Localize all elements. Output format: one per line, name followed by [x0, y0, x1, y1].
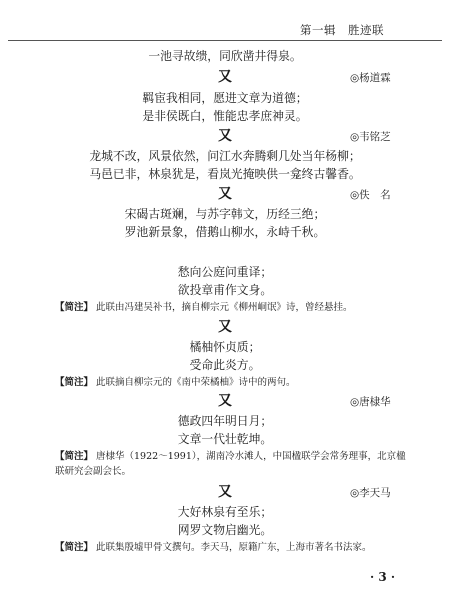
couplet-line: 愁向公庭问重译； — [177, 265, 273, 279]
author-name: ◎李天马 — [350, 487, 391, 499]
couplet-line: 罗池新景象，借鹅山柳水，永峙千秋。 — [124, 225, 326, 239]
couplet-line: 大好林泉有至乐； — [177, 505, 273, 519]
couplet-line: 欲投章甫作文身。 — [177, 283, 273, 297]
couplet-line: 龙城不改，风景依然，问江水奔腾剩几处当年杨柳； — [89, 149, 361, 163]
annotation — [55, 540, 410, 555]
couplet-line: 一池寻故缋，同欣凿井得泉。 — [148, 49, 302, 63]
heading-you: 又 — [218, 393, 232, 409]
heading-you: 又 — [218, 319, 232, 335]
annotation-label: 【简注】 — [55, 451, 94, 462]
couplet-line: 宋碣古斑斓，与苏字韩文，历经三绝； — [124, 207, 326, 221]
author-name: ◎佚 名 — [350, 189, 391, 201]
heading-you: 又 — [218, 484, 232, 500]
annotation — [55, 375, 410, 390]
annotation-text: 此联摘自柳宗元的《南中荣橘柚》诗中的两句。 — [96, 377, 296, 388]
annotation-label: 【简注】 — [55, 377, 94, 388]
heading-you: 又 — [218, 69, 232, 85]
annotation-text: 唐棣华（1922～1991），湖南冷水滩人，中国楹联学会常务理事，北京楹联研究会副会长。 — [55, 451, 406, 477]
couplet-line: 马邑已非，林泉犹是，看岚光掩映供一龛终古馨香。 — [89, 167, 361, 181]
author-name: ◎唐棣华 — [350, 396, 391, 408]
couplet-line: 网罗文物启幽光。 — [177, 523, 273, 537]
couplet-line: 羁宦我相同，愿进文章为道德； — [142, 91, 308, 105]
chapter-title: 第一辑 胜迹联 — [300, 23, 384, 37]
author-name: ◎韦铭芝 — [350, 131, 391, 143]
heading-you: 又 — [218, 128, 232, 144]
annotation-label: 【简注】 — [55, 542, 94, 553]
annotation — [55, 300, 410, 315]
annotation — [55, 449, 410, 479]
annotation-label: 【简注】 — [55, 302, 94, 313]
author-name: ◎杨道霖 — [350, 72, 391, 84]
page-number: · 3 · — [370, 570, 396, 584]
annotation-text: 此联由冯建吴补书，摘自柳宗元《柳州峒氓》诗，曾经悬挂。 — [96, 302, 353, 313]
heading-you: 又 — [218, 186, 232, 202]
couplet-line: 是非侯既白，惟能忠孝庶神灵。 — [142, 109, 308, 123]
couplet-line: 橘柚怀贞质； — [189, 340, 261, 354]
couplet-line: 受命此炎方。 — [189, 358, 261, 372]
couplet-line: 文章一代壮乾坤。 — [177, 432, 273, 446]
annotation-text: 此联集殷墟甲骨文撰句。李天马，原籍广东，上海市著名书法家。 — [96, 542, 372, 553]
couplet-line: 德政四年明日月； — [177, 414, 273, 428]
